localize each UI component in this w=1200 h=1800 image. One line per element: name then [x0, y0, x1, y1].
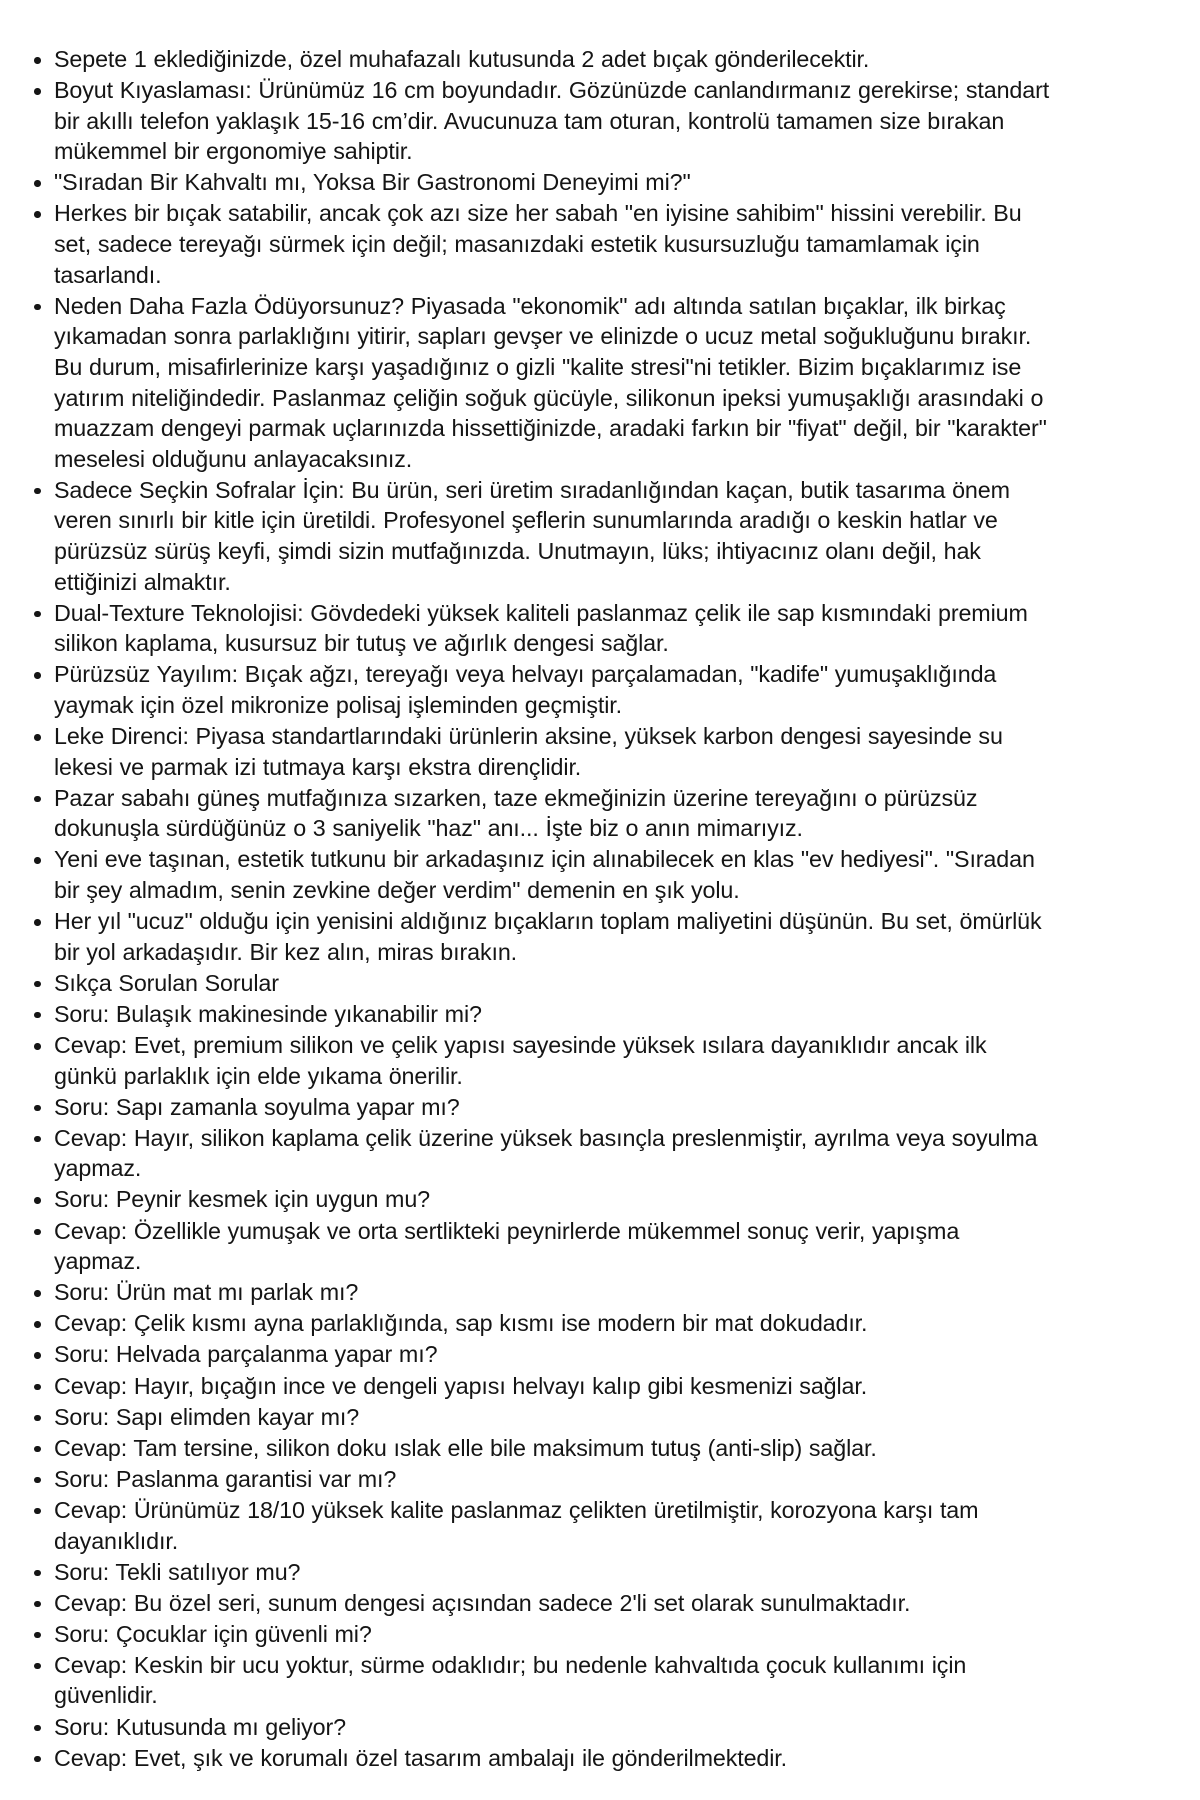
list-item: Pürüzsüz Yayılım: Bıçak ağzı, tereyağı veya helvayı parçalamadan, "kadife" yumuşaklığında yaymak için özel mikronize polisaj işleminden geçmiştir.: [14, 659, 1050, 720]
list-item: Soru: Paslanma garantisi var mı?: [14, 1464, 1050, 1495]
list-item: Cevap: Hayır, silikon kaplama çelik üzerine yüksek basınçla preslenmiştir, ayrılma veya soyulma yapmaz.: [14, 1123, 1050, 1184]
list-item: Cevap: Çelik kısmı ayna parlaklığında, sap kısmı ise modern bir mat dokudadır.: [14, 1308, 1050, 1339]
list-item: Sadece Seçkin Sofralar İçin: Bu ürün, seri üretim sıradanlığından kaçan, butik tasarıma önem veren sınırlı bir kitle için üretildi. Profesyonel şeflerin sunumlarında aradığı o keskin hatlar ve pürüzsüz sürüş keyfi, şimdi sizin mutfağınızda. Unutmayın, lüks; ihtiyacınız olanı değil, hak ettiğinizi almaktır.: [14, 475, 1050, 597]
list-item: Cevap: Evet, şık ve korumalı özel tasarım ambalajı ile gönderilmektedir.: [14, 1743, 1050, 1774]
list-item: Cevap: Hayır, bıçağın ince ve dengeli yapısı helvayı kalıp gibi kesmenizi sağlar.: [14, 1371, 1050, 1402]
list-item: Soru: Ürün mat mı parlak mı?: [14, 1277, 1050, 1308]
list-item: Boyut Kıyaslaması: Ürünümüz 16 cm boyundadır. Gözünüzde canlandırmanız gerekirse; standart bir akıllı telefon yaklaşık 15-16 cm’dir. Avucunuza tam oturan, kontrolü tamamen size bırakan mükemmel bir ergonomiye sahiptir.: [14, 75, 1050, 167]
list-item: Pazar sabahı güneş mutfağınıza sızarken, taze ekmeğinizin üzerine tereyağını o pürüzsüz dokunuşla sürdüğünüz o 3 saniyelik "haz" anı... İşte biz o anın mimarıyız.: [14, 783, 1050, 844]
list-item: Cevap: Özellikle yumuşak ve orta sertlikteki peynirlerde mükemmel sonuç verir, yapışma yapmaz.: [14, 1216, 1050, 1277]
list-item: Herkes bir bıçak satabilir, ancak çok azı size her sabah "en iyisine sahibim" hissini verebilir. Bu set, sadece tereyağı sürmek için değil; masanızdaki estetik kusursuzluğu tamamlamak için tasarlandı.: [14, 198, 1050, 290]
list-item: Cevap: Evet, premium silikon ve çelik yapısı sayesinde yüksek ısılara dayanıklıdır ancak ilk günkü parlaklık için elde yıkama önerilir.: [14, 1030, 1050, 1091]
list-item: Soru: Kutusunda mı geliyor?: [14, 1712, 1050, 1743]
list-item: Yeni eve taşınan, estetik tutkunu bir arkadaşınız için alınabilecek en klas "ev hediyesi". "Sıradan bir şey almadım, senin zevkine değer verdim" demenin en şık yolu.: [14, 844, 1050, 905]
list-item: Cevap: Tam tersine, silikon doku ıslak elle bile maksimum tutuş (anti-slip) sağlar.: [14, 1433, 1050, 1464]
list-item: Dual-Texture Teknolojisi: Gövdedeki yüksek kaliteli paslanmaz çelik ile sap kısmındaki premium silikon kaplama, kusursuz bir tutuş ve ağırlık dengesi sağlar.: [14, 598, 1050, 659]
list-item: Cevap: Bu özel seri, sunum dengesi açısından sadece 2'li set olarak sunulmaktadır.: [14, 1588, 1050, 1619]
list-item: Soru: Helvada parçalanma yapar mı?: [14, 1339, 1050, 1370]
list-item: Soru: Çocuklar için güvenli mi?: [14, 1619, 1050, 1650]
list-item: Soru: Tekli satılıyor mu?: [14, 1557, 1050, 1588]
list-item: Sıkça Sorulan Sorular: [14, 968, 1050, 999]
list-item: Soru: Sapı elimden kayar mı?: [14, 1402, 1050, 1433]
list-item: "Sıradan Bir Kahvaltı mı, Yoksa Bir Gastronomi Deneyimi mi?": [14, 167, 1050, 198]
product-description-bullet-list: [14, 44, 1050, 1773]
list-item: Cevap: Ürünümüz 18/10 yüksek kalite paslanmaz çelikten üretilmiştir, korozyona karşı tam dayanıklıdır.: [14, 1495, 1050, 1556]
list-item: Soru: Sapı zamanla soyulma yapar mı?: [14, 1092, 1050, 1123]
list-item: Soru: Peynir kesmek için uygun mu?: [14, 1184, 1050, 1215]
list-item: Leke Direnci: Piyasa standartlarındaki ürünlerin aksine, yüksek karbon dengesi sayesinde su lekesi ve parmak izi tutmaya karşı ekstra dirençlidir.: [14, 721, 1050, 782]
list-item: Cevap: Keskin bir ucu yoktur, sürme odaklıdır; bu nedenle kahvaltıda çocuk kullanımı için güvenlidir.: [14, 1650, 1050, 1711]
list-item: Sepete 1 eklediğinizde, özel muhafazalı kutusunda 2 adet bıçak gönderilecektir.: [14, 44, 1050, 75]
list-item: Neden Daha Fazla Ödüyorsunuz? Piyasada "ekonomik" adı altında satılan bıçaklar, ilk birkaç yıkamadan sonra parlaklığını yitirir, sapları gevşer ve elinizde o ucuz metal soğukluğunu bırakır. Bu durum, misafirlerinize karşı yaşadığınız o gizli "kalite stresi"ni tetikler. Bizim bıçaklarımız ise yatırım niteliğindedir. Paslanmaz çeliğin soğuk gücüyle, silikonun ipeksi yumuşaklığı arasındaki o muazzam dengeyi parmak uçlarınızda hissettiğinizde, aradaki farkın bir "fiyat" değil, bir "karakter" meselesi olduğunu anlayacaksınız.: [14, 291, 1050, 475]
list-item: Soru: Bulaşık makinesinde yıkanabilir mi?: [14, 999, 1050, 1030]
list-item: Her yıl "ucuz" olduğu için yenisini aldığınız bıçakların toplam maliyetini düşünün. Bu set, ömürlük bir yol arkadaşıdır. Bir kez alın, miras bırakın.: [14, 906, 1050, 967]
